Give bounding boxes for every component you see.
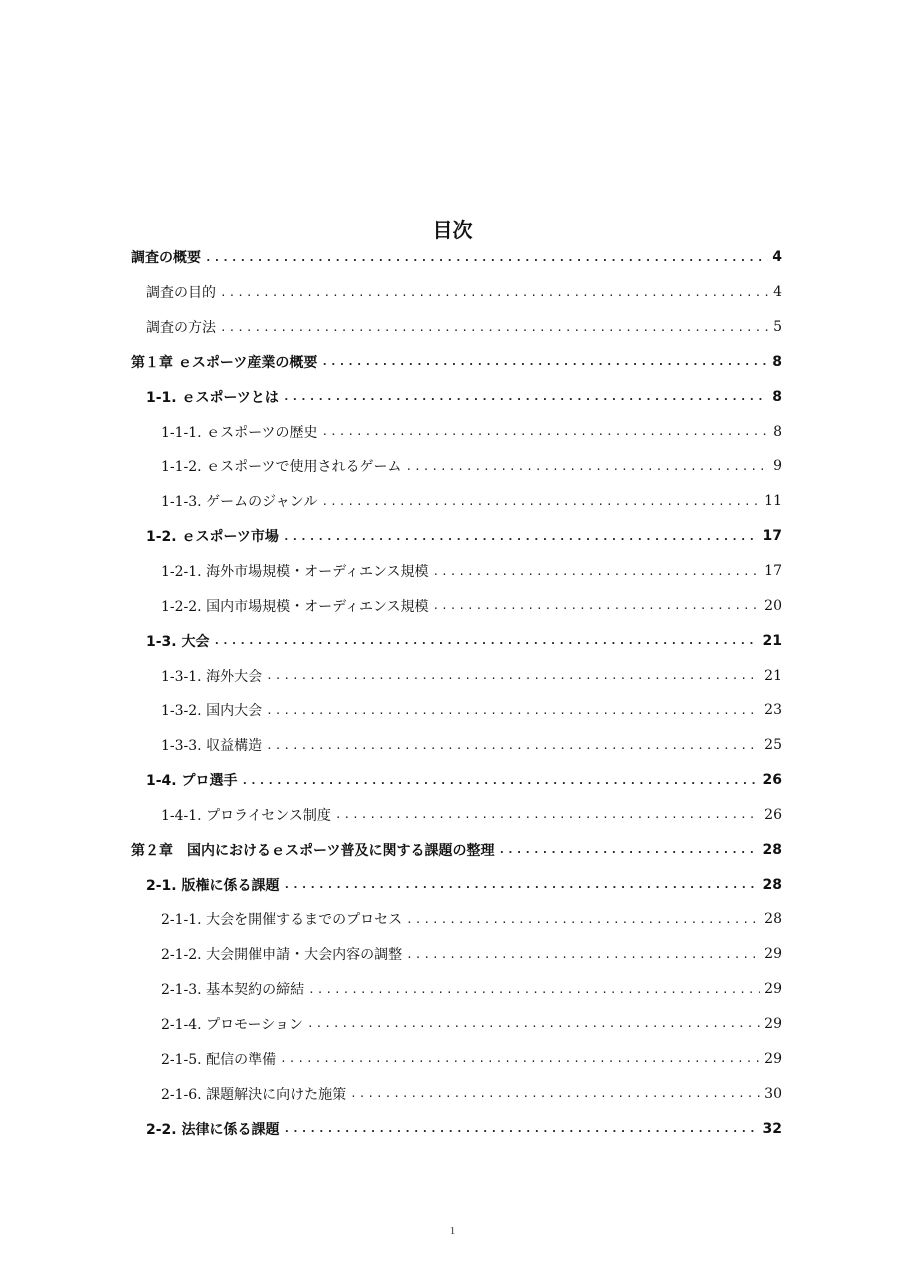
toc-dot-leader: [307, 1017, 760, 1030]
toc-entry-label: 2-1. 版権に係る課題: [146, 877, 280, 894]
toc-entry-page: 9: [773, 458, 782, 475]
toc-entry-page: 5: [773, 319, 782, 336]
toc-dot-leader: [406, 948, 760, 961]
toc-entry-label: 1-3. 大会: [146, 633, 210, 650]
toc-entry-page: 21: [762, 632, 782, 649]
toc-entry[interactable]: [0, 1076, 905, 1111]
toc-entry-page: 23: [764, 702, 782, 719]
toc-entry-label: 第１章 ｅスポーツ産業の概要: [131, 354, 318, 371]
toc-dot-leader: [321, 355, 768, 368]
toc-entry[interactable]: [0, 1041, 905, 1076]
toc-entry-page: 8: [772, 388, 782, 405]
toc-dot-leader: [283, 390, 768, 403]
toc-entry[interactable]: [0, 554, 905, 589]
toc-dot-leader: [220, 321, 769, 334]
table-of-contents: [0, 240, 905, 1146]
toc-dot-leader: [350, 1087, 760, 1100]
page-title: 目次: [432, 218, 473, 243]
toc-entry-page: 26: [764, 806, 782, 823]
toc-entry[interactable]: [0, 972, 905, 1007]
toc-entry[interactable]: [0, 902, 905, 937]
toc-entry-label: 2-2. 法律に係る課題: [146, 1121, 280, 1138]
toc-entry[interactable]: [0, 414, 905, 449]
toc-entry-label: 調査の目的: [146, 285, 216, 302]
toc-dot-leader: [214, 634, 759, 647]
toc-dot-leader: [433, 599, 761, 612]
toc-dot-leader: [266, 669, 760, 682]
toc-dot-leader: [406, 913, 760, 926]
toc-entry[interactable]: [0, 240, 905, 275]
toc-entry[interactable]: [0, 310, 905, 345]
toc-entry-page: 17: [762, 528, 782, 545]
toc-entry-label: 2-1-3. 基本契約の締結: [161, 982, 305, 999]
toc-entry-label: 2-1-4. プロモーション: [161, 1016, 303, 1033]
toc-entry[interactable]: [0, 484, 905, 519]
toc-entry-label: 1-4. プロ選手: [146, 773, 238, 790]
toc-entry-label: 1-3-2. 国内大会: [161, 703, 263, 720]
toc-dot-leader: [205, 251, 768, 264]
toc-entry[interactable]: [0, 519, 905, 554]
toc-entry-page: 17: [764, 563, 782, 580]
toc-dot-leader: [284, 1122, 759, 1135]
toc-entry-page: 20: [764, 597, 782, 614]
toc-entry-page: 28: [762, 841, 782, 858]
toc-entry-page: 4: [772, 249, 782, 266]
toc-entry[interactable]: [0, 832, 905, 867]
toc-entry[interactable]: [0, 379, 905, 414]
toc-dot-leader: [321, 495, 760, 508]
toc-entry-page: 29: [764, 946, 782, 963]
toc-entry-label: 調査の概要: [131, 250, 201, 267]
toc-dot-leader: [308, 983, 760, 996]
toc-dot-leader: [433, 565, 761, 578]
toc-entry-page: 29: [764, 1015, 782, 1032]
page-number: 1: [449, 1225, 456, 1237]
toc-entry-page: 29: [764, 1050, 782, 1067]
toc-dot-leader: [498, 843, 758, 856]
toc-entry[interactable]: [0, 658, 905, 693]
toc-entry-label: 調査の方法: [146, 320, 216, 337]
toc-entry[interactable]: [0, 1007, 905, 1042]
toc-entry[interactable]: [0, 693, 905, 728]
toc-entry-page: 29: [764, 981, 782, 998]
toc-entry[interactable]: [0, 1111, 905, 1146]
toc-entry[interactable]: [0, 588, 905, 623]
toc-dot-leader: [280, 1052, 760, 1065]
toc-dot-leader: [322, 425, 770, 438]
toc-entry[interactable]: [0, 275, 905, 310]
toc-entry-page: 26: [762, 772, 782, 789]
toc-dot-leader: [266, 704, 760, 717]
toc-entry-label: 2-1-2. 大会開催申請・大会内容の調整: [161, 947, 403, 964]
toc-dot-leader: [266, 739, 760, 752]
toc-entry-label: 1-3-1. 海外大会: [161, 668, 263, 685]
toc-entry[interactable]: [0, 798, 905, 833]
toc-entry-label: 2-1-6. 課題解決に向けた施策: [161, 1086, 347, 1103]
toc-entry-label: 1-2-1. 海外市場規模・オーディエンス規模: [161, 564, 429, 581]
toc-entry-page: 28: [762, 876, 782, 893]
toc-entry-page: 8: [773, 423, 782, 440]
toc-entry[interactable]: [0, 867, 905, 902]
toc-entry-label: 1-2-2. 国内市場規模・オーディエンス規模: [161, 598, 429, 615]
toc-entry-page: 8: [772, 353, 782, 370]
toc-entry[interactable]: [0, 763, 905, 798]
toc-entry[interactable]: [0, 728, 905, 763]
toc-entry-label: 2-1-5. 配信の準備: [161, 1051, 277, 1068]
toc-entry-label: 1-4-1. プロライセンス制度: [161, 807, 331, 824]
toc-entry[interactable]: [0, 623, 905, 658]
toc-dot-leader: [406, 460, 770, 473]
toc-entry-label: 1-1-2. ｅスポーツで使用されるゲーム: [161, 459, 402, 476]
toc-entry-page: 25: [764, 737, 782, 754]
toc-entry-page: 11: [764, 493, 782, 510]
toc-entry-page: 4: [773, 284, 782, 301]
toc-entry-page: 30: [764, 1085, 782, 1102]
toc-dot-leader: [242, 774, 759, 787]
toc-entry-label: 第２章 国内におけるｅスポーツ普及に関する課題の整理: [131, 842, 495, 859]
toc-entry[interactable]: [0, 345, 905, 380]
toc-entry-page: 21: [764, 667, 782, 684]
toc-entry-label: 1-1-3. ゲームのジャンル: [161, 494, 318, 511]
toc-dot-leader: [283, 530, 759, 543]
toc-entry-page: 32: [762, 1120, 782, 1137]
toc-entry-label: 2-1-1. 大会を開催するまでのプロセス: [161, 912, 403, 929]
toc-entry[interactable]: [0, 449, 905, 484]
toc-entry-page: 28: [764, 911, 782, 928]
toc-dot-leader: [335, 808, 760, 821]
toc-entry-label: 1-3-3. 収益構造: [161, 738, 263, 755]
toc-entry-label: 1-2. ｅスポーツ市場: [146, 529, 279, 546]
toc-entry-label: 1-1. ｅスポーツとは: [146, 389, 279, 406]
toc-entry-label: 1-1-1. ｅスポーツの歴史: [161, 424, 318, 441]
toc-entry[interactable]: [0, 937, 905, 972]
toc-dot-leader: [220, 286, 769, 299]
toc-dot-leader: [284, 878, 759, 891]
